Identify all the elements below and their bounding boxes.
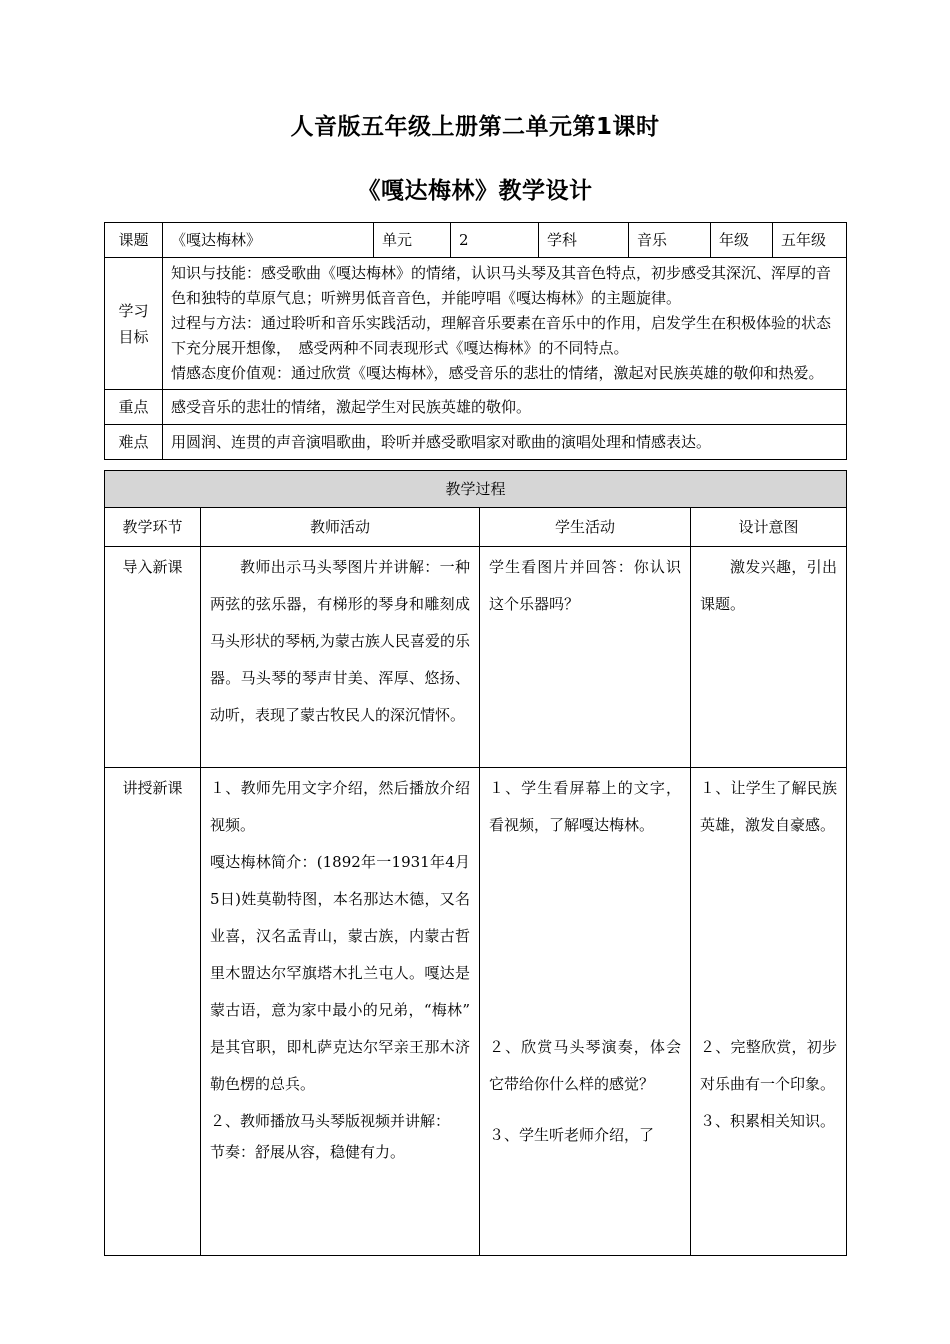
lesson-info-table [104, 222, 847, 460]
topic-value: 《嘎达梅林》 [163, 223, 374, 258]
intent-text: ３、积累相关知识。 [700, 1112, 836, 1130]
student-text: ３、学生听老师介绍，了 [489, 1126, 655, 1144]
info-row-key [105, 390, 847, 425]
student-cell [480, 547, 691, 768]
grade-value: 五年级 [773, 223, 847, 258]
subject-label: 学科 [539, 223, 629, 258]
difficulty-label: 难点 [105, 425, 163, 460]
goal-process: 过程与方法：通过聆听和音乐实践活动，理解音乐要素在音乐中的作用，启发学生在积极体验的状态下充分展开想像， 感受两种不同表现形式《嘎达梅林》的不同特点。 [171, 314, 832, 357]
student-text: １、学生看屏幕上的文字，看视频，了解嘎达梅林。 [489, 779, 681, 834]
stage-cell: 讲授新课 [105, 768, 201, 1256]
goal-knowledge: 知识与技能：感受歌曲《嘎达梅林》的情绪，认识马头琴及其音色特点，初步感受其深沉、浑厚的音色和独特的草原气息；听辨男低音音色，并能哼唱《嘎达梅林》的主题旋律。 [171, 264, 832, 307]
teacher-text: ２、教师播放马头琴版视频并讲解： [210, 1112, 451, 1130]
info-row-goals [105, 258, 847, 390]
col-header-intent: 设计意图 [691, 508, 847, 547]
teacher-text: 教师出示马头琴图片并讲解：一种两弦的弦乐器，有梯形的琴身和雕刻成马头形状的琴柄,为蒙古族人民喜爱的乐器。马头琴的琴声甘美、浑厚、悠扬、动听，表现了蒙古牧民人的深沉情怀。 [210, 558, 470, 724]
intent-text: 激发兴趣，引出课题。 [700, 558, 838, 613]
key-label: 重点 [105, 390, 163, 425]
stage-cell: 导入新课 [105, 547, 201, 768]
goals-content [163, 258, 847, 390]
intent-text: １、让学生了解民族英雄，激发自豪感。 [700, 779, 838, 834]
subject-value: 音乐 [629, 223, 711, 258]
unit-label: 单元 [374, 223, 451, 258]
student-text: 学生看图片并回答：你认识这个乐器吗？ [489, 558, 681, 613]
intent-cell [691, 547, 847, 768]
goals-label-line1: 学习 [118, 301, 149, 320]
teacher-cell [201, 768, 480, 1256]
unit-value: 2 [451, 223, 539, 258]
process-header-row [105, 508, 847, 547]
intent-cell [691, 768, 847, 1256]
col-header-stage: 教学环节 [105, 508, 201, 547]
teacher-cell [201, 547, 480, 768]
document-title: 人音版五年级上册第二单元第1课时 [290, 114, 660, 140]
intent-text: ２、完整欣赏，初步对乐曲有一个印象。 [700, 1038, 838, 1093]
teacher-text: １、教师先用文字介绍，然后播放介绍视频。 [210, 779, 470, 834]
teaching-process-table [104, 470, 847, 1256]
grade-label: 年级 [711, 223, 773, 258]
goals-label [105, 258, 163, 390]
student-text: ２、欣赏马头琴演奏，体会它带给你什么样的感觉？ [489, 1038, 681, 1093]
col-header-student: 学生活动 [480, 508, 691, 547]
table-row [105, 547, 847, 768]
difficulty-value: 用圆润、连贯的声音演唱歌曲，聆听并感受歌唱家对歌曲的演唱处理和情感表达。 [163, 425, 847, 460]
topic-label: 课题 [105, 223, 163, 258]
goal-attitude: 情感态度价值观：通过欣赏《嘎达梅林》，感受音乐的悲壮的情绪，激起对民族英雄的敬仰和热爱。 [171, 364, 824, 382]
goals-label-line2: 目标 [118, 327, 149, 346]
info-row-topic [105, 223, 847, 258]
document-subtitle: 《嘎达梅林》教学设计 [357, 178, 593, 204]
process-heading-row [105, 471, 847, 508]
student-cell [480, 768, 691, 1256]
teacher-text: 嘎达梅林简介：(1892年一1931年4月5日)姓莫勒特图，本名那达木德，又名业喜，汉名孟青山，蒙古族，内蒙古哲里木盟达尔罕旗塔木扎兰屯人。嘎达是蒙古语，意为家中最小的兄弟，“梅林” 是其官职，即札萨克达尔罕亲王那木济勒色楞的总兵。 [210, 853, 470, 1093]
teacher-text: 节奏：舒展从容，稳健有力。 [210, 1143, 406, 1161]
process-heading: 教学过程 [105, 471, 847, 508]
col-header-teacher: 教师活动 [201, 508, 480, 547]
key-value: 感受音乐的悲壮的情绪，激起学生对民族英雄的敬仰。 [163, 390, 847, 425]
info-row-difficulty [105, 425, 847, 460]
table-row [105, 768, 847, 1256]
